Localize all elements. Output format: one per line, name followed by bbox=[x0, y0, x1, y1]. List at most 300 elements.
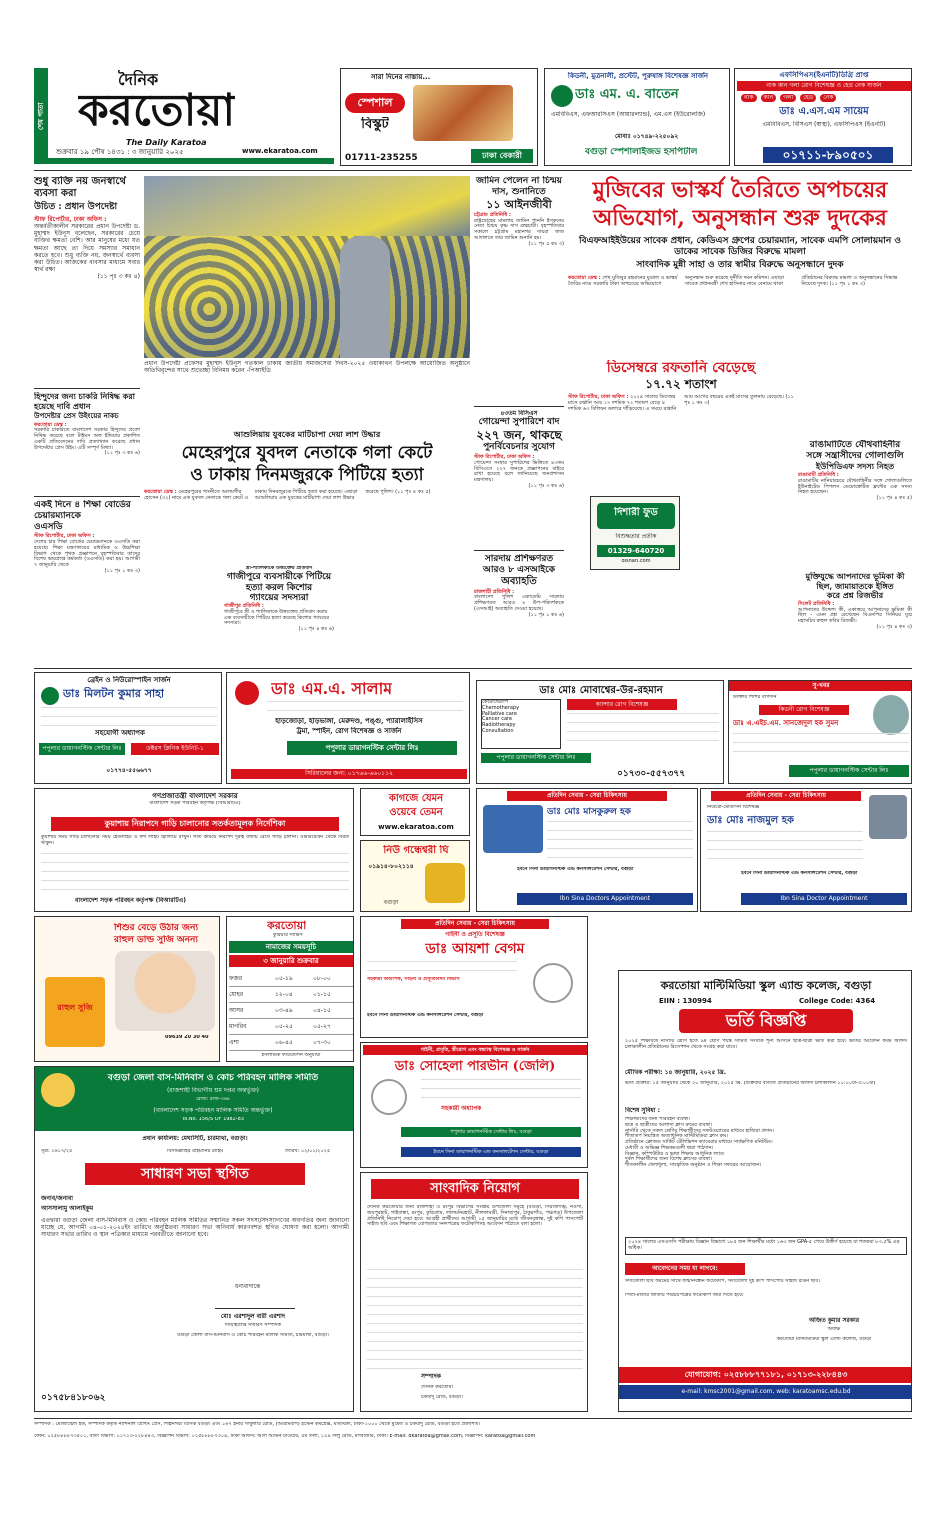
ad-brta-dept: বাংলাদেশ সড়ক পরিবহন কর্তৃপক্ষ (বিআরটিএ) bbox=[149, 801, 241, 806]
ad-sayem-tag: কান bbox=[761, 94, 777, 102]
masthead-website[interactable]: www.ekaratoa.com bbox=[242, 147, 318, 155]
story-lead-columns bbox=[568, 276, 912, 350]
prayer-row bbox=[229, 987, 353, 1003]
job-footer: সম্পাদক bbox=[421, 1373, 442, 1380]
story-chinmoy-cont: (১১ পৃঃ ৫ কঃ ৩) bbox=[528, 240, 564, 247]
divider bbox=[474, 550, 564, 551]
ad-rahul-baby bbox=[115, 951, 215, 1031]
bus-phone: ০১৭৫৮৪১৮০৬২ bbox=[41, 1393, 106, 1403]
story-hindu-byline: করতোয়া ডেস্ক : bbox=[34, 421, 67, 428]
prayer-end: ০৮-০০ bbox=[313, 974, 331, 982]
story-rizvi-headline2: ছিল, জামায়াতকে ইঙ্গিত bbox=[816, 580, 894, 591]
college-signer: অজিত কুমার সরকার bbox=[808, 1317, 860, 1324]
story-business-byline: স্টাফ রিপোর্টার, ঢাকা অফিস : bbox=[34, 215, 107, 223]
bus-thanks: ধন্যবাদান্তে bbox=[235, 1283, 261, 1290]
college-admit: ভর্তি প্রক্রিয়া: ১৫ জানুয়ারি থেকে ২০ জানুয়ারি, ২০২৫ খ্রি. (শুক্রবার ব্যতীত প্রতিষ্ঠানের অফিস চলাকালীন ১০:০০টা-৩:০০টা) bbox=[625, 1081, 876, 1086]
prayer-title: নামাজের সময়সূচি bbox=[229, 941, 353, 953]
ad-dishari-tag: বিশুদ্ধতার প্রতীক bbox=[615, 533, 657, 540]
bus-date: তারিখ: ০২/০১/২০২৫ bbox=[285, 1149, 331, 1154]
story-bcs-headline: গোয়েন্দা সুপারিশে বাদ bbox=[478, 417, 560, 428]
ad-baten-phone: মোবাঃ ০১৭৪৯-২২৫০৯২ bbox=[615, 133, 679, 140]
photo-figure bbox=[340, 236, 390, 358]
story-lead-byline: করতোয়া ডেস্ক : bbox=[568, 275, 601, 282]
ad-ghee bbox=[360, 840, 470, 912]
job-footer2: দৈনিক করতোয়া bbox=[421, 1385, 454, 1390]
ad-sayem-spec: নাক কান গলা রোগ বিশেষজ্ঞ ও হেড নেক সার্জন bbox=[737, 81, 911, 91]
ad-sohela-role: সহকারী অধ্যাপক bbox=[441, 1105, 482, 1112]
ad-dr-milton bbox=[34, 672, 222, 784]
ad-baten-quals: এমবিবিএস, এফআরসিএস (আয়ারল্যান্ড), এম.এস (ইউরোলজি) bbox=[551, 111, 706, 118]
ad-mobasher-details bbox=[567, 713, 719, 749]
ad-sayem-tag: নেক bbox=[820, 94, 836, 102]
story-business-headline2: উচিত : প্রধান উপদেষ্টা bbox=[34, 202, 118, 212]
story-boards-osd bbox=[34, 500, 140, 620]
story-lead-sub2: সাংবাদিক মুন্নী সাহা ও তার স্বামীর বিরুদ্ধে অনুসন্ধানে দুদক bbox=[636, 259, 844, 270]
footer-contact: ফোন: ০২৫৮৮৮৮৭৩৫০১, বার্তা বিভাগ: ০১৭১৩-২২৮৪৪৩, বিজ্ঞাপন বিভাগ: ০২৫৮৮৮৮৭৩০৪, ঢাকা অফিস: আল আমিন টাওয়ার, ৫ম তলা, ১২৯ দিলু রোড, মগবাজার, ঢাকা। E-mail: dkaratoa@gmail.com, বিজ্ঞাপন: karatoa@gmail.com bbox=[34, 1434, 536, 1439]
ad-sayem-tag: নাক bbox=[741, 94, 757, 102]
prayer-name: মাগরিব bbox=[229, 1022, 247, 1030]
story-bcs-byline: স্টাফ রিপোর্টার, ঢাকা অফিস : bbox=[474, 454, 535, 461]
ad-sunny-avatar bbox=[873, 695, 909, 735]
ad-najmul-details bbox=[707, 831, 863, 865]
college-feature: নার্সারি থেকে সকল শ্রেণির শিক্ষার্থীদের সফটওয়্যারের মাধ্যমে হাজিরা প্রদান। bbox=[625, 1127, 774, 1134]
ad-dental-appt[interactable]: Ibn Sina Doctors Appointment bbox=[517, 893, 693, 905]
ad-salam-details bbox=[267, 701, 463, 715]
ad-sohela-center2: ইবনে সিনা ডায়াগনস্টিক এন্ড কনসালটেশন সেন্টার, বগুড়া bbox=[401, 1147, 581, 1157]
prayer-row bbox=[229, 971, 353, 987]
ad-sohela-center: পপুলার ডায়াগনস্টিক সেন্টার লিঃ, বগুড়া bbox=[401, 1127, 581, 1137]
prayer-end: ০৪-১৫ bbox=[313, 1006, 331, 1014]
story-gazipur-kicker: স্ত্রী-শ্যালিকাকে উত্ত্যক্তের প্রতিবাদ bbox=[245, 566, 313, 571]
ad-journalist-job bbox=[360, 1172, 588, 1412]
divider bbox=[34, 496, 140, 497]
bus-banner: সাধারণ সভা স্থগিত bbox=[85, 1163, 305, 1185]
college-apply-title: আবেদনের সময় যা লাগবে: bbox=[625, 1263, 745, 1275]
ad-sayem-tag: হেড bbox=[800, 94, 816, 102]
story-bcs-headline2: ২২৭ জন, থাকছে bbox=[476, 427, 562, 442]
ad-ayesha-details bbox=[367, 961, 517, 975]
ads-divider bbox=[34, 668, 912, 669]
masthead-title-top: দৈনিক bbox=[118, 70, 159, 89]
story-lead-sub: বিএফআইইউয়ের সাবেক প্রধান, কেডিএস গ্রুপের চেয়ারম্যান, সাবেক এমপি সোলায়মান ও ডাকের সাবেক ডিজির বিরুদ্ধে মামলা bbox=[579, 236, 901, 257]
story-sarada bbox=[474, 554, 564, 666]
ad-ayesha-icon bbox=[533, 963, 573, 1003]
ad-kagoj-web[interactable]: www.ekaratoa.com bbox=[378, 823, 454, 831]
college-result: ২০২৪ সালের এসএসসি পরীক্ষায় বিজ্ঞান বিভাগে ১৮৫ জন শিক্ষার্থীর মধ্যে ১৬৩ জন GPA-৫ পেয়ে উত্তীর্ণ হয়েছে যা শতকরা ৮৩.৫% এর অধিক। bbox=[625, 1237, 907, 1255]
prayer-note: ইসলামিক ফাউন্ডেশন অনুযায়ী bbox=[261, 1053, 321, 1058]
prayer-name: যোহর bbox=[229, 990, 244, 998]
ad-sohela-name: ডাঃ সোহেলা পারভীন (জেলি) bbox=[394, 1059, 556, 1074]
ad-sunny-details bbox=[733, 733, 909, 759]
ad-mobasher-service: Palliative care bbox=[482, 710, 517, 717]
ad-dental-image bbox=[483, 805, 543, 853]
prayer-table bbox=[229, 971, 353, 1051]
story-gazipur bbox=[224, 566, 334, 662]
prayer-start: ০৬-৪৫ bbox=[275, 1038, 293, 1046]
ad-dr-baten bbox=[544, 68, 730, 166]
prayer-end: ০১-১৫ bbox=[313, 990, 331, 998]
story-exports-headline2: ১৭.৭২ শতাংশ bbox=[645, 376, 717, 391]
college-intro: ২০২৫ শিক্ষাবর্ষে নার্সারি শ্রেণি হতে ৯ম শ্রেণি পর্যন্ত সীমিত সংখ্যক শূন্য আসনে ছাত্র-ছাত্রী ভর্তি করা হবে। ভর্তির আবেদন ফরম অফিস চলাকালীন প্রতিষ্ঠানের রিসেপশন থেকে সংগ্রহ করা যাবে। bbox=[625, 1039, 907, 1050]
story-rangamati-body: রাঙামাটির নানিয়ারচরে যৌথবাহিনীর সঙ্গে গোলাগুলিতে ইউনাইটেড পিপলস ডেমোক্রেটিক ফ্রন্টের এক সদস্য নিহত হয়েছেন। bbox=[798, 477, 912, 496]
college-feature: দুর্বল শিক্ষার্থীদের জন্য বিশেষ ক্লাসের ব্যবস্থা। bbox=[625, 1156, 712, 1163]
ad-milton-phone: ০১৭৭৪-৫৫৬৬৭৭ bbox=[106, 767, 152, 774]
ad-sohela-details bbox=[421, 1079, 581, 1101]
bus-title: বগুড়া জেলা বাস-মিনিবাস ও কোচ পরিবহন মালিক সমিতি bbox=[107, 1073, 319, 1083]
college-apply1: সদ্যতোলা ছবি ফরমের সাথে জন্মনিবন্ধন ফটোকপি, সদ্যতোলা দুই কপি পাসপোর্ট সাইজ রঙিন ছবি। bbox=[625, 1279, 820, 1284]
ad-kagoj-line1: কাগজে যেমন bbox=[388, 793, 444, 804]
bus-sub2: (বাংলাদেশ সড়ক পরিবহন মালিক সমিতি অন্তর্ভুক্ত) bbox=[153, 1107, 273, 1114]
college-name: করতোয়া মাল্টিমিডিয়া স্কুল এ্যান্ড কলেজ, বগুড়া bbox=[660, 979, 872, 992]
story-gazipur-cont: (১১ পৃঃ ৪ কঃ ৬) bbox=[298, 626, 334, 633]
ad-mobasher-service: Radiotherapy bbox=[482, 722, 516, 728]
story-gazipur-headline3: গ্যাংয়ের সদস্যরা bbox=[249, 593, 309, 604]
story-exports-columns bbox=[568, 395, 794, 412]
story-gazipur-headline2: হত্যা করল কিশোর bbox=[245, 582, 313, 593]
ad-ghee-jar bbox=[425, 863, 465, 903]
story-bcs-cont: (১১ পৃঃ ৩ কঃ ৬) bbox=[528, 482, 564, 489]
prayer-brand-sub: কুরিয়ার সার্ভিস bbox=[273, 933, 303, 938]
college-feature: প্রতিষ্ঠানে ক্লোজড সার্কিট টেলিভিশন ক্যামেরার মাধ্যমে সার্বক্ষণিক মনিটরিং। bbox=[625, 1139, 773, 1145]
story-meherpur-cont: (১১ পৃঃ ৪ কঃ ৫) bbox=[395, 489, 431, 495]
ad-najmul-name: ডাঃ মোঃ নাজমুল হক bbox=[707, 815, 794, 826]
ad-milton-top: ব্রেইন ও নিউরোস্পাইন সার্জন bbox=[87, 676, 171, 684]
ad-brta bbox=[34, 788, 354, 912]
ad-sunny-spec: কিডনী রোগ বিশেষজ্ঞ bbox=[759, 705, 849, 715]
ad-rahul-brand: রাহুল সুজি bbox=[57, 1003, 93, 1012]
college-features-title: বিশেষ সুবিধা : bbox=[625, 1107, 661, 1114]
divider bbox=[34, 388, 140, 389]
story-exports-byline: স্টাফ রিপোর্টার, ঢাকা অফিস : bbox=[568, 394, 629, 401]
bus-signer: মোঃ এরশাদুল বারী এরশাদ bbox=[220, 1313, 286, 1320]
ad-sayem-tags bbox=[741, 94, 911, 102]
ad-baten-logo bbox=[551, 85, 573, 107]
bus-sub: (রাজশাহী বিভাগীয় শ্রম দপ্তর অন্তর্ভুক্ত) bbox=[166, 1087, 260, 1094]
college-feature: শিক্ষার্থীদের জন্য পরিবহন ব্যবস্থা। bbox=[625, 1117, 691, 1122]
ad-milton-name: ডাঃ মিলটন কুমার সাহা bbox=[63, 687, 165, 700]
ad-milton-center: পপুলার ডায়াগনস্টিক সেন্টার লিঃ bbox=[39, 743, 125, 755]
header-divider bbox=[34, 170, 912, 171]
ad-mobasher-service: Cancer care bbox=[482, 716, 513, 723]
story-bcs-headline3: পুনর্বিবেচনার সুযোগ bbox=[483, 442, 555, 453]
story-rizvi-byline: সিলেট প্রতিনিধি : bbox=[798, 600, 835, 607]
story-business bbox=[34, 176, 140, 388]
masthead-subtitle: The Daily Karatoa bbox=[126, 138, 207, 147]
story-hindu-cont: (১১ পৃঃ ৩ কঃ ৬) bbox=[104, 450, 140, 457]
college-feature: শীতাতপ নিয়ন্ত্রিত অত্যাধুনিক মাল্টিমিডিয়া ক্লাস রুম। bbox=[625, 1133, 728, 1140]
story-sarada-headline2: অব্যাহতি bbox=[501, 575, 537, 587]
bus-reg: রেজি: রাজ-৩৬৮ bbox=[195, 1097, 231, 1102]
prayer-row bbox=[229, 1035, 353, 1051]
ad-milton-details bbox=[41, 707, 217, 729]
bus-office: প্রধান কার্যালয়: মেঘাসিটি, চারমাথা, বগুড়া। bbox=[142, 1135, 248, 1142]
college-apply2: পিতা-মাতার জাতীয় পরিচয়পত্রের ফটোকপি জমা দিতে হবে। bbox=[625, 1293, 744, 1298]
prayer-end: ০৭-৩০ bbox=[313, 1038, 331, 1046]
ad-biscuit-top: সারা দিনের নাস্তায়... bbox=[371, 73, 431, 81]
story-exports-cont: (১১ পৃঃ ১ কঃ ৩) bbox=[684, 394, 794, 406]
masthead-side-label: শেষ পাতা bbox=[37, 102, 45, 130]
prayer-date: ৩ জানুয়ারি শুক্রবার bbox=[229, 955, 353, 967]
ad-baten-name: ডাঃ এম. এ. বাতেন bbox=[575, 87, 679, 102]
ad-ibnsina-dental bbox=[476, 788, 698, 912]
story-hindu-headline2: উপদেষ্টার প্রেস উইংয়ের নাকচ bbox=[34, 411, 119, 421]
ad-ayesha-top: প্রতিদিন সেবায় - সেরা চিকিৎসায় bbox=[401, 919, 549, 929]
college-feature: শীতকালীন খেলাধুলা, সাংস্কৃতিক অনুষ্ঠান ও শিক্ষা সফরের আয়োজন। bbox=[625, 1162, 762, 1168]
ad-najmul-top: প্রতিদিন সেবায় - সেরা চিকিৎসায় bbox=[711, 791, 861, 801]
prayer-row bbox=[229, 1003, 353, 1019]
prayer-name: এশা bbox=[229, 1038, 239, 1046]
ad-sayem-phone: ০১৭১১-৮৯০৫০১ bbox=[763, 147, 893, 163]
story-business-body: অন্তর্বর্তীকালীন সরকারের প্রধান উপদেষ্টা ড. মুহাম্মদ ইউনূস বলেছেন, সরকারের চেয়ে ব্যক্তির ক্ষমতা বেশি। আর মানুষের মধ্যে যত ক্ষমতা আছে তা দিয়ে সমস্যার সমাধান করতে হবে। শুধু ব্যক্তি নয়, জনস্বার্থে ব্যবসা করা উচিত। আজকের ব্যবসার মাধ্যমে সবার স্বার্থ রক্ষা bbox=[34, 222, 140, 274]
story-rangamati-byline: রাঙামাটি প্রতিনিধি : bbox=[798, 472, 839, 479]
ad-milton-role: সহযোগী অধ্যাপক bbox=[95, 729, 145, 737]
story-lead-headline: মুজিবের ভাস্কর্য তৈরিতে অপচয়ের bbox=[592, 177, 888, 203]
bus-ref-mid: বিসমিল্লাহির রাহমানির রাহিম bbox=[167, 1149, 223, 1154]
ad-baten-top: কিডনী, মুত্রনালী, প্রস্টেট, পুরুষাঙ্গ বিশেষজ্ঞ সার্জন bbox=[567, 72, 709, 80]
story-lead-cont: (১১ পৃঃ ১ কঃ ৩) bbox=[829, 281, 865, 288]
ad-rahul-title2: রাহুল ডাল্ড সুজি অনন্য bbox=[113, 935, 199, 945]
story-bcs-kicker: ৪৩তম বিসিএস bbox=[500, 410, 538, 417]
photo-caption: প্রধান উপদেষ্টা প্রফেসর মুহাম্মদ ইউনূস গতকাল ঢাকায় জাতীয় সমাজসেবা দিবস-২০২৫ ওয়াকাথন উপলক্ষে আয়োজিত অনুষ্ঠানে অতিথিবৃন্দের সাথে শুভেচ্ছা বিনিময় করেন -পিআইডি bbox=[144, 360, 470, 375]
ad-dr-salam bbox=[226, 672, 470, 784]
story-bcs bbox=[474, 410, 564, 550]
ad-ayesha-name: ডাঃ আয়শা বেগম bbox=[425, 941, 525, 957]
ad-biscuit-brand: ঢাকা বেকারী bbox=[471, 149, 533, 163]
bus-logo bbox=[41, 1073, 75, 1107]
ad-ayesha-spec-top: গাইনী ও প্রসূতি বিশেষজ্ঞ bbox=[445, 931, 505, 938]
college-feature: ছাত্র ও ছাত্রীদের আলাদা ক্লাস রুমের ব্যবস্থা। bbox=[625, 1121, 713, 1128]
story-gazipur-byline: গাজীপুর প্রতিনিধি : bbox=[224, 603, 264, 610]
prayer-start: ০৫-১৯ bbox=[275, 974, 293, 982]
ad-mobasher-spec: ক্যান্সার রোগ বিশেষজ্ঞ bbox=[567, 699, 677, 710]
story-hindu-jobs bbox=[34, 392, 140, 492]
ad-dishari-name: দিশারী ফুড bbox=[614, 507, 658, 518]
prayer-row bbox=[229, 1019, 353, 1035]
story-sarada-body: বাংলাদেশ পুলিশ একাডেমি সারদায় প্রশিক্ষণরত আরও ৮ উপ-পরিদর্শককে (এসআই) অব্যাহতি দেওয়া হয়েছে। bbox=[474, 594, 564, 612]
story-meherpur-kicker: আশুলিয়ায় যুবকের মাটিচাপা দেয়া লাশ উদ্ধার bbox=[233, 430, 381, 439]
prayer-start: ০৫-২৫ bbox=[275, 1022, 293, 1030]
story-rangamati-headline2: সঙ্গে সন্ত্রাসীদের গোলাগুলি bbox=[806, 450, 904, 461]
prayer-end: ০৫-২৭ bbox=[313, 1022, 331, 1030]
story-bcs-body: গোয়েন্দা সংস্থার সুপারিশের ভিত্তিতে ৪৩তম বিসিএসে ২২৭ জনকে প্রজ্ঞাপনের বাইরে রাখা হয়েছে বলে জানিয়েছে জনপ্রশাসন মন্ত্রণালয়। bbox=[474, 459, 564, 484]
story-osd-byline: স্টাফ রিপোর্টার, ঢাকা অফিস : bbox=[34, 533, 95, 540]
ad-salam-name: ডাঃ এম.এ. সালাম bbox=[271, 679, 393, 698]
story-chinmoy-headline2: ১১ আইনজীবী bbox=[486, 197, 552, 211]
ad-najmul-appt[interactable]: Ibn Sina Doctor Appointment bbox=[741, 893, 907, 905]
ad-mobasher-name: ডাঃ মোঃ মোবাশ্বের-উর-রহমান bbox=[539, 685, 663, 696]
story-osd-cont: (১১ পৃঃ ১ কঃ ৩) bbox=[104, 567, 140, 574]
ad-sunny-tag: সু-খবর bbox=[729, 681, 912, 691]
prayer-brand: করতোয়া bbox=[267, 919, 307, 932]
ad-sayem-top: এফসিপিএস(ইএনটি)ডিগ্রি প্রাপ্ত bbox=[779, 71, 869, 79]
ad-ayesha-center: ইবনে সিনা ডায়াগনস্টিক এন্ড কনসালটেশন সেন্টার, বগুড়া bbox=[367, 1013, 484, 1018]
story-lead-body: শেখ মুজিবুর রহমানের ম্যুরাল ও ভাস্কর্য তৈরির নামে সরকারি টাকা অপচয়ের অভিযোগে অনুসন্ধান শুরু করেছে দুর্নীতি দমন কমিশন। এছাড়া সাবেক প্রধানমন্ত্রী শেখ হাসিনার নামে বেনামে থাকা প্রতিষ্ঠানের বিরুদ্ধে মামলা ও অনুসন্ধানের সিদ্ধান্ত নিয়েছে দুদক। bbox=[568, 275, 898, 288]
ad-ghee-place: বগুড়া bbox=[383, 899, 399, 906]
bus-reg2: To.No. 156/S OF 1982-83 bbox=[182, 1117, 244, 1122]
college-features bbox=[625, 1117, 907, 1169]
ad-biscuit-image bbox=[413, 85, 513, 141]
ad-dr-mobasher bbox=[476, 680, 724, 784]
college-contact: যোগাযোগ: ০২৫৮৮৮৭৭১৮১, ০১৭১৩-২২৮৪৪৩ bbox=[619, 1367, 912, 1383]
masthead-date: শুক্রবার ১৯ পৌষ ১৪৩১ : ৩ জানুয়ারি ২০২৫ bbox=[56, 148, 184, 156]
bus-signature bbox=[215, 1295, 295, 1309]
story-meherpur-body: মেহেরপুরের গাংনীতে আলমগীর হোসেন (৩২) নামে এক যুবদল নেতাকে গলা কেটে ও ঢাকায় দিনমজুরকে পিটিয়ে হত্যা করা হয়েছে। এছাড়া আশুলিয়ায় এক যুবকের মাটিচাপা দেয়া লাশ উদ্ধার করেছে পুলিশ। bbox=[144, 489, 394, 501]
ad-dr-sohela bbox=[360, 1042, 588, 1168]
bus-ref: সূত্র: ১৬১৭/২৫ bbox=[41, 1149, 73, 1154]
prayer-name: আসর bbox=[229, 1006, 244, 1014]
ad-sohela-spec-top: গাইনী, প্রসূতি, স্ত্রীরোগ এবং বন্ধ্যাত্ব বিশেষজ্ঞ ও সার্জন bbox=[363, 1045, 587, 1055]
ad-dental-top: প্রতিদিন সেবায় - সেরা চিকিৎসায় bbox=[507, 791, 667, 801]
ad-dishari bbox=[590, 496, 680, 570]
ad-ghee-name: নিউ গন্ধেশ্বরী ঘি bbox=[383, 845, 449, 856]
ad-mobasher-service: Chemotherapy bbox=[482, 704, 520, 711]
ad-dental-center: ইবনে সিনা ডায়াগনস্টিক এন্ড কনসালটেশন সেন্টার, বগুড়া bbox=[517, 867, 634, 872]
college-signer-role: অধ্যক্ষ bbox=[827, 1327, 841, 1332]
ad-biscuit-name: স্পেশাল bbox=[345, 93, 405, 113]
story-exports-body: ২০২৪ সালের ডিসেম্বর মাসে রপ্তানি আয় ১৭ দশমিক ৭২ শতাংশ বেড়ে ৪ দশমিক ৬৩ বিলিয়ন ডলারে দাঁড়িয়েছে। এ সময়ে রপ্তানি আয় আগের বছরের একই মাসের তুলনায় বেড়েছে। bbox=[568, 394, 784, 412]
ad-sayem-quals: এমবিবিএস, বিসিএস (স্বাস্থ্য), এফসিপিএস (ইএনটি) bbox=[762, 121, 886, 128]
ad-ayesha-role: সহকারী অধ্যাপক, গাইনী ও প্রসূতিবিদ্যা বিভাগ bbox=[367, 977, 460, 982]
story-rizvi bbox=[798, 572, 912, 664]
story-business-headline: শুধু ব্যক্তি নয় জনস্বার্থে ব্যবসা করা bbox=[34, 176, 126, 199]
bus-salute2: আসসালামু আলাইকুম bbox=[41, 1205, 94, 1212]
story-chinmoy-headline: জামিন পেলেন না চিন্ময় দাস, শুনানিতে bbox=[476, 176, 562, 197]
college-email[interactable]: e-mail: kmsc2001@gmail.com, web: karatoamsc.edu.bd bbox=[619, 1385, 912, 1399]
story-chinmoy-body: রাষ্ট্রদ্রোহের মামলায় জামিন পাননি ইসকনের নেতা চিন্ময় কৃষ্ণ দাস ব্রহ্মচারী। বৃহস্পতিবার সকালে চট্টগ্রাম মহানগর দায়রা জজ আদালতে তার জামিন শুনানি হয়। bbox=[474, 217, 564, 241]
ad-salam-phone: সিরিয়ালের জন্য: ০১৭৬৬-৬৬০১১২ bbox=[231, 769, 467, 779]
ad-mobasher-service: কেমোথেরাপি bbox=[482, 699, 509, 705]
story-exports-headline: ডিসেম্বরে রফতানি বেড়েছে bbox=[606, 360, 756, 376]
story-chinmoy-byline: চট্টগ্রাম প্রতিনিধি : bbox=[474, 211, 511, 218]
ad-dishari-web: dishari.com bbox=[621, 559, 651, 564]
ad-salam-spec2: ট্রমা, স্পাইন, রোগ বিশেষজ্ঞ ও সার্জন bbox=[296, 727, 402, 735]
ad-dental-details bbox=[547, 821, 693, 861]
ad-najmul-center: ইবনে সিনা ডায়াগনস্টিক এন্ড কনসালটেশন সেন্টার, বগুড়া bbox=[741, 871, 858, 876]
story-rangamati-headline3: ইউপিডিএফ সদস্য নিহত bbox=[815, 460, 895, 471]
story-business-cont: (১১ পৃঃ ৩ কঃ ৪) bbox=[97, 273, 140, 281]
ad-dr-sunny bbox=[728, 680, 912, 784]
college-eiin: EIIN : 130994 bbox=[659, 997, 712, 1005]
ad-mobasher-service: Consultation bbox=[482, 727, 514, 734]
ad-biscuit-name2: বিস্কুট bbox=[361, 117, 389, 132]
ad-brta-footer: বাংলাদেশ সড়ক পরিবহন কর্তৃপক্ষ (বিআরটিএ) bbox=[75, 897, 186, 904]
photo-crowd bbox=[144, 236, 470, 358]
lead-photo bbox=[144, 176, 470, 358]
story-rizvi-headline: মুক্তিযুদ্ধে আপনাদের ভূমিকা কী bbox=[805, 572, 905, 581]
ad-biscuit bbox=[340, 68, 538, 166]
college-code: College Code: 4364 bbox=[799, 997, 876, 1005]
ad-brta-gov: গণপ্রজাতন্ত্রী বাংলাদেশ সরকার bbox=[152, 792, 238, 800]
ad-sayem-tag: গলা bbox=[780, 94, 796, 102]
footer-imprint: সম্পাদক : মোজাম্মেল হক, সম্পাদক কর্তৃক ন্যাশনাল প্রিন্টিং প্রেস, শিল্পনগরী বিসিক বগুড়া এবং ১৬৭ ইনার সার্কুলার রোড, (আরামবাগ) ইস্টেন কমপ্লেক্স, মতিঝিল, ঢাকা-১০০০ থেকে মুদ্রিত ও চকযাদু রোড, বগুড়া হতে প্রকাশিত। bbox=[34, 1422, 481, 1427]
ad-rahul-phone: 09639 20 30 40 bbox=[165, 1035, 209, 1040]
bus-body: এতদ্বারা বগুড়া জেলা বাস-মিনিবাস ও কোচ পরিবহন মালিক সমিতির সম্মানিত সকল সদস্য/সদস্যাগণের অবগতির জন্য জানানো যাচ্ছে যে, আগামী ০৪-০১-২০২৫ইং তারিখে অনুষ্ঠিতব্য সাধারণ সভা অনিবার্য কারণবশত স্থগিত ঘোষণা করা হলো। আগামী সাধারণ সভার তারিখ ও স্থান পত্রিকার মাধ্যমে পরবর্তীতে জানানো হবে। bbox=[41, 1217, 349, 1239]
college-banner: ভর্তি বিজ্ঞপ্তি bbox=[679, 1009, 853, 1033]
story-rangamati-headline: রাঙামাটিতে যৌথবাহিনীর bbox=[809, 440, 901, 450]
story-sarada-headline: সারদায় প্রশিক্ষণরত আরও ৮ এসআইকে bbox=[482, 554, 556, 575]
ad-dental-name: ডাঃ মোঃ মাসকুরুল হক bbox=[547, 807, 631, 817]
ad-sunny-name: ডাঃ এ.এইচ.এম. সানজেদুল হক সুমন bbox=[733, 719, 839, 727]
footer-rule bbox=[34, 1418, 912, 1419]
story-rizvi-cont: (১১ পৃঃ ৪ কঃ ৩) bbox=[876, 623, 912, 630]
ad-brta-body: কুয়াশার সময় গাড়ি চালানোর সময় হেডলাইট ও ফগ লাইট জ্বালিয়ে রাখুন। গতি কমিয়ে নিরাপদ দূরত্ব বজায় রেখে গাড়ি চালান। ওভারটেকিং থেকে বিরত থাকুন। bbox=[41, 835, 349, 846]
story-meherpur-byline: করতোয়া ডেস্ক : bbox=[144, 489, 177, 495]
ad-dr-sayem bbox=[734, 68, 912, 166]
college-feature: মেধাবী ও অভিজ্ঞ শিক্ষকমণ্ডলী দ্বারা পাঠদান। bbox=[625, 1144, 714, 1151]
ad-ghee-phone: ০১৯১৪-৮০২১১৪ bbox=[368, 863, 414, 870]
story-rizvi-headline3: করে প্রশ্ন রিজভীর bbox=[826, 590, 884, 601]
ad-dishari-phone: 01329-640720 bbox=[597, 545, 675, 557]
ad-bus-owners bbox=[34, 1066, 354, 1412]
ad-rahul-suji bbox=[34, 916, 220, 1062]
ad-sayem-name: ডাঃ এ.এস.এম সায়েম bbox=[779, 106, 869, 117]
story-sarada-cont: (১১ পৃঃ ১ কঃ ৬) bbox=[528, 611, 564, 618]
masthead-website-bar bbox=[48, 158, 334, 164]
ad-najmul-spec: নিউরো-মেডিসিন বিশেষজ্ঞ bbox=[707, 805, 760, 810]
story-meherpur-headline: মেহেরপুরে যুবদল নেতাকে গলা কেটে bbox=[181, 443, 433, 463]
job-body-lines bbox=[367, 1269, 583, 1369]
ad-karatoa-college bbox=[618, 970, 912, 1412]
story-rangamati-cont: (১১ পৃঃ ৪ কঃ ৫) bbox=[876, 495, 912, 502]
prayer-start: ১২-০৪ bbox=[275, 990, 293, 998]
masthead-side-strip bbox=[34, 68, 48, 164]
bus-salute: জনাব/জনাবা bbox=[41, 1195, 73, 1202]
ad-sunny-top: ডাক্তার শিশির বাগদান bbox=[733, 695, 777, 700]
ad-biscuit-phone: 01711-235255 bbox=[345, 153, 418, 163]
story-gazipur-body: গাজীপুরে স্ত্রী ও শ্যালিকাকে উত্ত্যক্তের প্রতিবাদ করায় এক ব্যবসায়ীকে পিটিয়ে হত্যা করেছে কিশোর গ্যাংয়ের সদস্যরা। bbox=[224, 608, 330, 627]
ad-mobasher-center: পপুলার ডায়াগনস্টিক সেন্টার লিঃ bbox=[481, 753, 591, 763]
prayer-start: ০৩-৪৯ bbox=[275, 1006, 293, 1014]
ad-milton-logo bbox=[41, 687, 59, 705]
story-hindu-headline: হিন্দুদের জন্য চাকরি নিষিদ্ধ করা হয়েছে দাবি প্রধান bbox=[34, 392, 135, 411]
ad-dr-najmul bbox=[700, 788, 912, 912]
ad-brta-title: কুয়াশায় নিরাপদে গাড়ি চালানোর সতর্কতামূলক নির্দেশিকা bbox=[51, 817, 339, 831]
ad-mobasher-phone: ০১৭৩০-৫৫৭৩৭৭ bbox=[617, 769, 686, 779]
story-osd-headline2: ওএসডি bbox=[34, 521, 63, 532]
ad-salam-spec: হাড়জোড়া, হাড়ভাঙ্গা, মেরুদণ্ড, পঙ্গু, প্যারালাইসিস bbox=[275, 717, 423, 725]
ad-brta-body-lines bbox=[41, 853, 349, 891]
bus-signer-role: দায়িত্বপ্রাপ্ত সাধারণ সম্পাদক bbox=[225, 1323, 281, 1328]
ad-kagoj-line2: ওয়েবে তেমন bbox=[389, 807, 443, 818]
ad-kagoj-web bbox=[360, 788, 470, 836]
ad-dr-ayesha bbox=[360, 916, 588, 1038]
ad-baten-hospital: বগুড়া স্পেশালাইজড হসপিটাল bbox=[585, 147, 698, 157]
divider bbox=[474, 406, 564, 407]
ad-milton-center2: ডক্টরস ক্লিনিক ইউনিট-১ bbox=[131, 743, 219, 755]
college-signer-org: করতোয়া মাল্টিমিডিয়া স্কুল এ্যান্ড কলেজ, বগুড়া bbox=[776, 1337, 872, 1342]
ad-salam-center: পপুলার ডায়াগনস্টিক সেন্টার লিঃ bbox=[287, 741, 457, 755]
story-meherpur-columns bbox=[144, 490, 470, 550]
college-exam: মৌখিক পরীক্ষা: ১৪ জানুয়ারি, ২০২৫ খ্রি. bbox=[625, 1069, 726, 1076]
prayer-name: ফজর bbox=[229, 974, 243, 982]
college-feature: বিজ্ঞান, কম্পিউটার ও ভাষা শিক্ষার আধুনিক ল্যাব। bbox=[625, 1150, 725, 1157]
story-sarada-byline: রাজশাহী প্রতিনিধি : bbox=[474, 588, 515, 595]
story-rizvi-body: আপনাদের উদ্দেশ্য কী, একাত্তরে আপনাদের ভূমিকা কী ছিল - এমন প্রশ্ন রেখেছেন বিএনপির সিনিয়র যুগ্ম মহাসচিব রুহুল কবির রিজভী। bbox=[798, 606, 912, 625]
ad-najmul-avatar bbox=[869, 795, 907, 839]
story-lead-headline2: অভিযোগ, অনুসন্ধান শুরু দুদকের bbox=[593, 205, 887, 231]
job-title: সাংবাদিক নিয়োগ bbox=[371, 1179, 579, 1199]
job-body: দৈনিক করতোয়ার জন্য রাজশাহী ও রংপুর বিভাগের সংশ্লিষ্ট উপজেলা সমূহে (বগুড়া, সিরাজগঞ্জ, নওগাঁ, জয়পুরহাট, গাইবান্ধা, রংপুর, কুড়িগ্রাম, লালমনিরহাট, নীলফামারী, দিনাজপুর, ঠাকুরগাঁও, পঞ্চগড়) উপজেলা প্রতিনিধি নিয়োগ দেয়া হবে। আগ্রহী প্রার্থীদের আগামী ১৫ জানুয়ারির মধ্যে জীবনবৃত্তান্ত, দুই কপি পাসপোর্ট সাইজ ছবি এবং শিক্ষাগত যোগ্যতার সনদপত্রের ফটোকপিসহ আবেদন পাঠাতে বলা হলো। bbox=[367, 1205, 583, 1228]
ad-sunny-center: পপুলার ডায়াগনস্টিক সেন্টার লিঃ bbox=[789, 765, 909, 777]
bus-signer-org: বগুড়া জেলা বাস-মিনিবাস ও কোচ পরিবহন মালিক সমিতি, চারমাথা, বগুড়া। bbox=[177, 1333, 329, 1338]
story-rangamati bbox=[798, 440, 912, 568]
story-osd-headline: একই দিনে ৪ শিক্ষা বোর্ডের চেয়ারম্যানকে bbox=[34, 500, 131, 521]
story-osd-body: দেশের চার শিক্ষা বোর্ডের চেয়ারম্যানকে ওএসডি করা হয়েছে। শিক্ষা মন্ত্রণালয়ের মাধ্যমিক ও উচ্চশিক্ষা বিভাগ থেকে পৃথক প্রজ্ঞাপনে বৃহস্পতিবার তাদের বিশেষ ভারপ্রাপ্ত কর্মকর্তা (ওএসডি) করা হয়। আগামী ৭ জানুয়ারি থেকে bbox=[34, 539, 140, 569]
job-footer3: চকযাদু রোড, বগুড়া। bbox=[421, 1395, 463, 1400]
ad-sohela-icon bbox=[371, 1079, 407, 1115]
story-gazipur-headline: গাজীপুরে ব্যবসায়ীকে পিটিয়ে bbox=[226, 571, 332, 582]
story-chinmoy bbox=[474, 176, 564, 432]
